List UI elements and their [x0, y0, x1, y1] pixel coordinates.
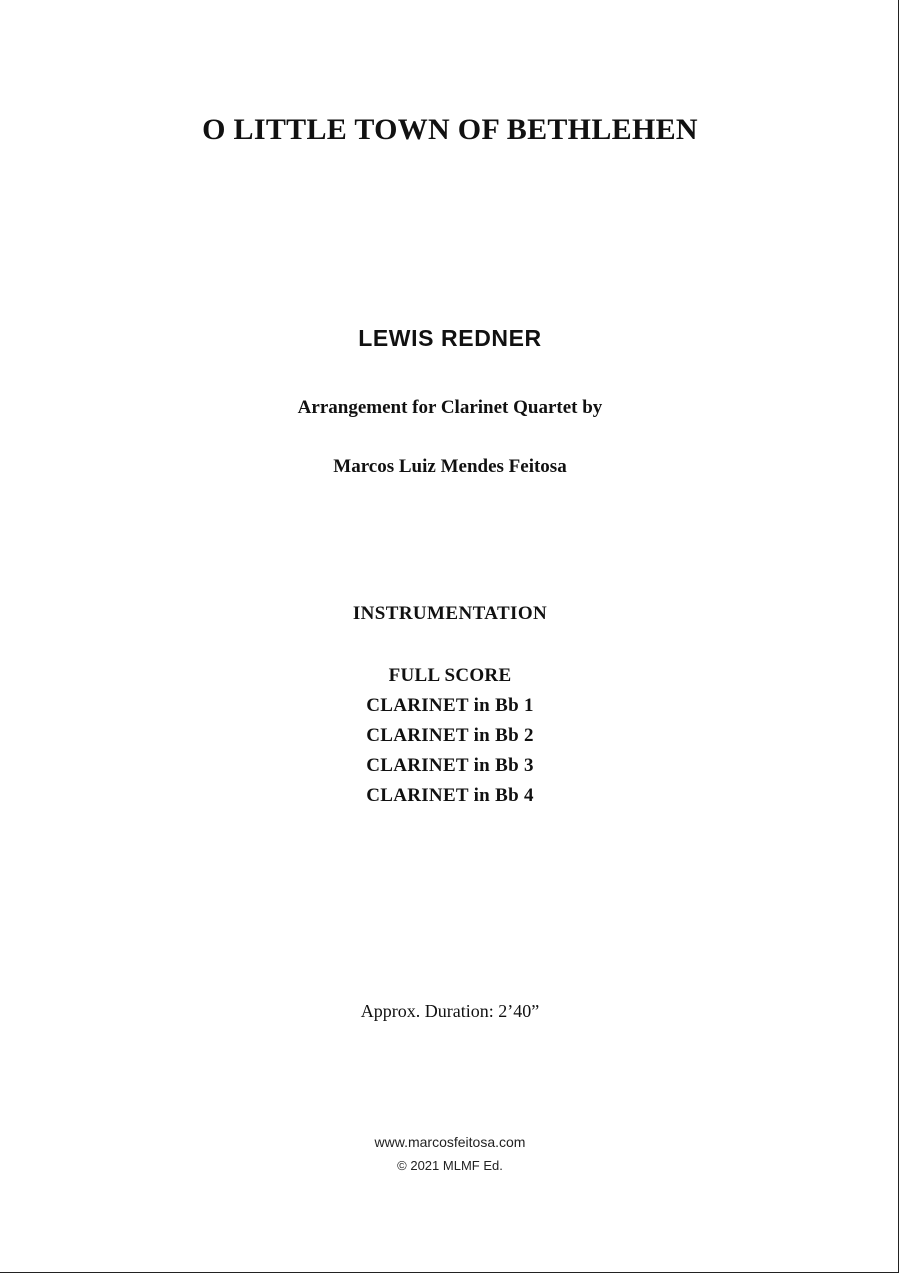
instrumentation-item-clarinet-3: CLARINET in Bb 3	[366, 755, 534, 776]
approx-duration: Approx. Duration: 2’40”	[360, 1001, 540, 1021]
page-title: O LITTLE TOWN OF BETHLEHEN	[202, 113, 698, 146]
arranger-name: Marcos Luiz Mendes Feitosa	[333, 456, 567, 477]
instrumentation-item-full-score: FULL SCORE	[388, 665, 512, 686]
instrumentation-item-clarinet-4: CLARINET in Bb 4	[366, 785, 534, 806]
instrumentation-heading: INSTRUMENTATION	[352, 603, 548, 624]
arrangement-credit: Arrangement for Clarinet Quartet by	[297, 397, 603, 418]
copyright-notice: © 2021 MLMF Ed.	[397, 1158, 503, 1173]
instrumentation-item-clarinet-2: CLARINET in Bb 2	[366, 725, 534, 746]
instrumentation-item-clarinet-1: CLARINET in Bb 1	[366, 695, 534, 716]
composer-name: LEWIS REDNER	[358, 325, 542, 351]
instrumentation-list	[0, 661, 900, 811]
website-link[interactable]: www.marcosfeitosa.com	[374, 1134, 526, 1150]
